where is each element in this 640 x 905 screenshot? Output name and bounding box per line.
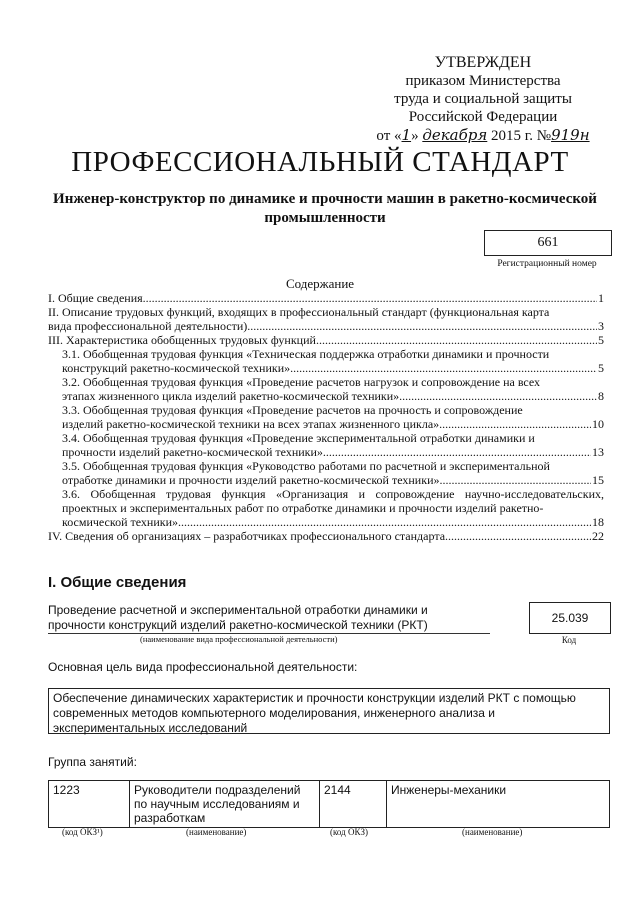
approval-line3: труда и социальной защиты bbox=[394, 91, 572, 107]
table-of-contents bbox=[48, 291, 604, 543]
toc-item[interactable] bbox=[48, 305, 604, 333]
toc-item-text: этапах жизненного цикла изделий ракетно-космической техники» bbox=[62, 389, 400, 403]
toc-item[interactable] bbox=[48, 403, 604, 431]
section-heading: I. Общие сведения bbox=[48, 574, 187, 591]
activity-kind: Проведение расчетной и экспериментальной отработки динамики и прочности конструкций изделий ракетно-космической техники (РКТ) bbox=[48, 603, 428, 632]
approval-line2: приказом Министерства bbox=[405, 73, 561, 89]
toc-item-text: изделий ракетно-космической техники на всех этапах жизненного цикла» bbox=[62, 417, 440, 431]
order-number: 919н bbox=[551, 126, 590, 144]
toc-item-text: конструкций ракетно-космической техники» bbox=[62, 361, 291, 375]
registration-label: Регистрационный номер bbox=[497, 259, 597, 269]
registration-number: 661 bbox=[484, 230, 612, 256]
activity-code-caption: Код bbox=[561, 635, 577, 645]
toc-item-text: космической техники» bbox=[62, 515, 178, 529]
toc-item-page: 3 bbox=[598, 319, 604, 333]
date-month: декабря bbox=[422, 126, 488, 144]
caption-code-1: (код ОКЗ¹) bbox=[62, 827, 103, 837]
date-prefix: от « bbox=[376, 128, 402, 144]
approval-block bbox=[368, 54, 598, 145]
activity-code: 25.039 bbox=[529, 602, 611, 634]
date-day: 1 bbox=[401, 126, 412, 144]
occupation-code: 1223 bbox=[49, 781, 130, 828]
toc-item-page: 18 bbox=[592, 515, 604, 529]
occupation-name: Инженеры-механики bbox=[387, 781, 610, 828]
toc-item[interactable] bbox=[48, 347, 604, 375]
toc-item-lead: 3.5. Обобщенная трудовая функция «Руководство работами по расчетной и экспериментальной bbox=[62, 459, 550, 473]
toc-item-lead: 3.6. Обобщенная трудовая функция «Организация и сопровождение научно-исследовательских, проектных и экспериментальных работ по отработке динамики и прочности изделий ракетно- bbox=[62, 487, 604, 515]
activity-kind-caption: (наименование вида профессиональной деятельности) bbox=[140, 634, 338, 644]
toc-item[interactable] bbox=[48, 529, 604, 543]
approval-title: УТВЕРЖДЕН bbox=[434, 54, 532, 71]
date-mid: » bbox=[411, 128, 419, 144]
toc-title: Содержание bbox=[285, 276, 355, 291]
occupation-code: 2144 bbox=[320, 781, 387, 828]
toc-item-text: вида профессиональной деятельности) bbox=[48, 319, 248, 333]
caption-name-2: (наименование) bbox=[462, 827, 523, 837]
toc-item-page: 1 bbox=[598, 291, 604, 305]
caption-code-2: (код ОКЗ) bbox=[330, 827, 368, 837]
toc-item-text: I. Общие сведения bbox=[48, 291, 143, 305]
table-row bbox=[49, 781, 610, 828]
toc-item[interactable] bbox=[48, 459, 604, 487]
approval-line4: Российской Федерации bbox=[408, 109, 558, 125]
toc-item-page: 10 bbox=[592, 417, 604, 431]
toc-item-text: прочности изделий ракетно-космической техники» bbox=[62, 445, 323, 459]
toc-item-lead: 3.1. Обобщенная трудовая функция «Техническая поддержка отработки динамики и прочности bbox=[62, 347, 550, 361]
toc-item-page: 5 bbox=[598, 333, 604, 347]
group-label: Группа занятий: bbox=[48, 755, 137, 769]
toc-item-text: III. Характеристика обобщенных трудовых функций bbox=[48, 333, 316, 347]
toc-item-lead: 3.2. Обобщенная трудовая функция «Проведение расчетов нагрузок и сопровождение на всех bbox=[62, 375, 541, 389]
toc-item-page: 15 bbox=[592, 473, 604, 487]
toc-item-lead: 3.4. Обобщенная трудовая функция «Проведение экспериментальной отработки динамики и bbox=[62, 431, 535, 445]
date-year: 2015 г. № bbox=[487, 128, 552, 144]
occupation-name: Руководители подразделений по научным исследованиям и разработкам bbox=[130, 781, 320, 828]
toc-item-page: 22 bbox=[592, 529, 604, 543]
toc-item-page: 8 bbox=[598, 389, 604, 403]
document-subtitle: Инженер-конструктор по динамике и прочности машин в ракетно-космической промышленности bbox=[53, 191, 597, 226]
toc-item[interactable] bbox=[48, 487, 604, 529]
toc-item-lead: 3.3. Обобщенная трудовая функция «Проведение расчетов на прочность и сопровождение bbox=[62, 403, 523, 417]
toc-item-text: IV. Сведения об организациях – разработчиках профессионального стандарта bbox=[48, 529, 446, 543]
goal-box: Обеспечение динамических характеристик и прочности конструкции изделий РКТ с помощью современных методов компьютерного моделирования, инженерного анализа и экспериментальных исследований bbox=[48, 688, 610, 734]
toc-item-page: 13 bbox=[592, 445, 604, 459]
toc-item[interactable] bbox=[48, 431, 604, 459]
toc-item-text: отработке динамики и прочности изделий ракетно-космической техники» bbox=[62, 473, 440, 487]
toc-item[interactable] bbox=[48, 375, 604, 403]
toc-item-page: 5 bbox=[598, 361, 604, 375]
caption-name-1: (наименование) bbox=[186, 827, 247, 837]
occupations-table bbox=[48, 780, 610, 828]
toc-item[interactable] bbox=[48, 333, 604, 347]
goal-label: Основная цель вида профессиональной деятельности: bbox=[48, 660, 358, 674]
toc-item-lead: II. Описание трудовых функций, входящих в профессиональный стандарт (функциональная карта bbox=[48, 305, 550, 319]
document-title: ПРОФЕССИОНАЛЬНЫЙ СТАНДАРТ bbox=[71, 146, 569, 178]
approval-date bbox=[368, 126, 598, 145]
toc-item[interactable] bbox=[48, 291, 604, 305]
